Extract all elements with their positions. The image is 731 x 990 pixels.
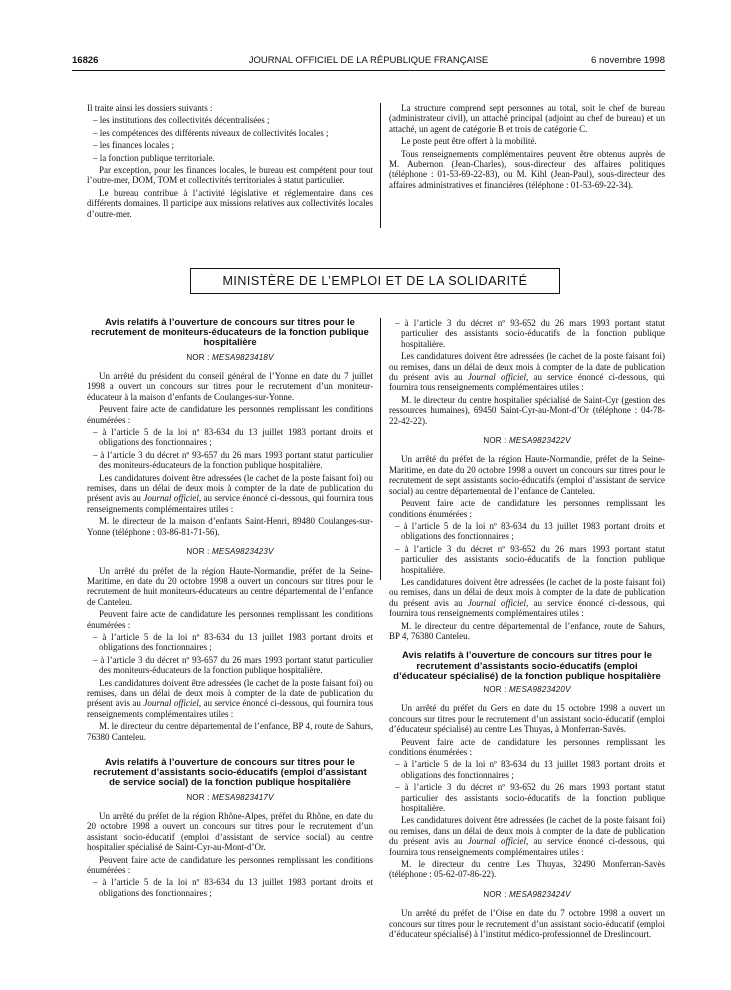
- paragraph: Un arrêté du préfet de la région Haute-Normandie, préfet de la Seine-Maritime, en date du 20 octobre 1998 a ouvert un concours sur titres pour le recrutement de sept assistants socio-éducatifs (emploi d’assistant de service social) au centre départemental de l’enfance de Canteleu.: [389, 454, 665, 496]
- list-item: – à l’article 5 de la loi nº 83-634 du 13 juillet 1983 portant droits et obligations des fonctionnaires ;: [93, 427, 373, 448]
- paragraph: Les candidatures doivent être adressées (le cachet de la poste faisant foi) ou remises, dans un délai de deux mois à compter de la date de publication du présent avis au Journal officiel, au service énoncé ci-dessous, qui fournira tous renseignements complémentaires utiles :: [87, 677, 373, 719]
- paragraph: Le bureau contribue à l’activité législative et réglementaire dans ces différents domaines. Il participe aux missions relatives aux collectivités locales d’outre-mer.: [87, 187, 373, 219]
- column-divider: [380, 318, 381, 580]
- list-item: – à l’article 5 de la loi nº 83-634 du 13 juillet 1983 portant droits et obligations des fonctionnaires ;: [93, 877, 373, 898]
- page-number: 16826: [72, 55, 99, 66]
- journal-title: JOURNAL OFFICIEL DE LA RÉPUBLIQUE FRANÇAISE: [248, 55, 489, 66]
- nor-reference: NOR : MESA9823422V: [483, 436, 571, 446]
- contact-paragraph: M. le directeur de la maison d’enfants Saint-Henri, 89480 Coulanges-sur-Yonne (téléphone : 03-86-81-71-56).: [87, 516, 373, 537]
- paragraph: Les candidatures doivent être adressées (le cachet de la poste faisant foi) ou remises, dans un délai de deux mois à compter de la date de publication du présent avis au Journal officiel, au service énoncé ci-dessous, qui fournira tous renseignements complémentaires utiles :: [87, 472, 373, 514]
- nor-reference: NOR : MESA9823417V: [186, 792, 274, 802]
- right-column: [389, 318, 665, 942]
- section-title: Avis relatifs à l’ouverture de concours sur titres pour le recrutement d’assistants socio-éducatifs (emploi d’assistant de service social) de la fonction publique hospitalière: [93, 757, 367, 789]
- paragraph: Par exception, pour les finances locales, le bureau est compétent pour tout l’outre-mer, DOM, TOM et collectivités territoriales à statut particulier.: [87, 165, 373, 186]
- paragraph: Peuvent faire acte de candidature les personnes remplissant les conditions énumérées :: [389, 736, 665, 758]
- paragraph: Il traite ainsi les dossiers suivants :: [87, 103, 213, 113]
- contact-paragraph: M. le directeur du centre départemental de l’enfance, BP 4, route de Sahurs, 76380 Canteleu.: [87, 721, 373, 742]
- list-item: – à l’article 3 du décret nº 93-657 du 26 mars 1993 portant statut particulier des moniteurs-éducateurs de la fonction publique hospitalière.: [93, 449, 373, 471]
- list-item: – à l’article 3 du décret nº 93-657 du 26 mars 1993 portant statut particulier des moniteurs-éducateurs de la fonction publique hospitalière.: [93, 654, 373, 676]
- top-left-column: [87, 103, 373, 221]
- paragraph: Les candidatures doivent être adressées (le cachet de la poste faisant foi) ou remises, dans un délai de deux mois à compter de la date de publication du présent avis au Journal officiel, au service énoncé ci-dessous, qui fournira tous renseignements complémentaires utiles :: [389, 351, 665, 393]
- list-item: – les finances locales ;: [93, 140, 174, 151]
- paragraph: Tous renseignements complémentaires peuvent être obtenus auprès de M. Aubernon (Jean-Charles), sous-directeur des affaires politiques (téléphone : 01-53-69-22-83), ou M. Kihl (Jean-Paul), sous-directeur des affaires administratives et financières (téléphone : 01-53-69-22-34).: [389, 148, 665, 190]
- list-item: – à l’article 3 du décret nº 93-652 du 26 mars 1993 portant statut particulier des assistants socio-éducatifs de la fonction publique hospitalière.: [395, 543, 665, 575]
- nor-reference: NOR : MESA9823423V: [186, 547, 274, 557]
- paragraph: Un arrêté du préfet de la région Haute-Normandie, préfet de la Seine-Maritime, en date du 20 octobre 1998 a ouvert un concours sur titres pour le recrutement de huit moniteurs-éducateurs au centre départemental de l’enfance de Canteleu.: [87, 565, 373, 607]
- list-item: – les institutions des collectivités décentralisées ;: [93, 115, 270, 126]
- list-item: – à l’article 3 du décret nº 93-652 du 26 mars 1993 portant statut particulier des assistants socio-éducatifs de la fonction publique hospitalière.: [395, 782, 665, 814]
- list-item: – à l’article 5 de la loi nº 83-634 du 13 juillet 1983 portant droits et obligations des fonctionnaires ;: [395, 520, 665, 542]
- paragraph: Peuvent faire acte de candidature les personnes remplissant les conditions énumérées :: [87, 609, 373, 630]
- page-header: [72, 55, 665, 69]
- paragraph: Un arrêté du préfet du Gers en date du 15 octobre 1998 a ouvert un concours sur titres pour le recrutement d’un assistant socio-éducatif (emploi d’éducateur spécialisé) au centre Les Thuyas, à Monferran-Savès.: [389, 703, 665, 735]
- paragraph: Les candidatures doivent être adressées (le cachet de la poste faisant foi) ou remises, dans un délai de deux mois à compter de la date de publication du présent avis au Journal officiel, au service énoncé ci-dessous, qui fournira tous renseignements complémentaires utiles :: [389, 576, 665, 619]
- list-item: – les compétences des différents niveaux de collectivités locales ;: [93, 127, 329, 138]
- contact-paragraph: M. le directeur du centre Les Thuyas, 32490 Monferran-Savès (téléphone : 05-62-07-86-22).: [389, 859, 665, 880]
- ministry-heading: MINISTÈRE DE L’EMPLOI ET DE LA SOLIDARITÉ: [190, 268, 560, 294]
- top-right-column: [389, 103, 665, 192]
- section-title: Avis relatifs à l’ouverture de concours sur titres pour le recrutement d’assistants socio-éducatifs (emploi d’éducateur spécialisé) de la fonction publique hospitalière: [393, 650, 661, 682]
- paragraph: Le poste peut être offert à la mobilité.: [401, 136, 537, 147]
- paragraph: Peuvent faire acte de candidature les personnes remplissant les conditions énumérées :: [87, 404, 373, 425]
- header-rule: [72, 70, 665, 71]
- contact-paragraph: M. le directeur du centre hospitalier spécialisé de Saint-Cyr (gestion des ressources humaines), 69450 Saint-Cyr-au-Mont-d’Or (téléphone : 04-78-22-42-22).: [389, 394, 665, 426]
- paragraph: Les candidatures doivent être adressées (le cachet de la poste faisant foi) ou remises, dans un délai de deux mois à compter de la date de publication du présent avis au Journal officiel, au service énoncé ci-dessous, qui fournira tous renseignements complémentaires utiles :: [389, 815, 665, 857]
- column-divider: [380, 103, 381, 228]
- paragraph: Un arrêté du préfet de la région Rhône-Alpes, préfet du Rhône, en date du 20 octobre 1998 a ouvert un concours sur titres pour le recrutement d’un assistant socio-éducatif (emploi d’assistant de service social) au centre hospitalier spécialisé de Saint-Cyr-au-Mont-d’Or.: [87, 811, 373, 853]
- nor-reference: NOR : MESA9823424V: [483, 889, 571, 899]
- nor-reference: NOR : MESA9823420V: [483, 684, 571, 694]
- section-title: Avis relatifs à l’ouverture de concours sur titres pour le recrutement de moniteurs-éducateurs de la fonction publique hospitalière: [91, 317, 369, 349]
- contact-paragraph: M. le directeur du centre départemental de l’enfance, route de Sahurs, BP 4, 76380 Canteleu.: [389, 620, 665, 641]
- paragraph: Un arrêté du président du conseil général de l’Yonne en date du 7 juillet 1998 a ouvert un concours sur titres pour le recrutement d’un moniteur-éducateur à la maison d’enfants de Coulanges-sur-Yonne.: [87, 371, 373, 402]
- list-item: – à l’article 3 du décret nº 93-652 du 26 mars 1993 portant statut particulier des assistants socio-éducatifs de la fonction publique hospitalière.: [395, 318, 665, 349]
- paragraph: La structure comprend sept personnes au total, soit le chef de bureau (administrateur civil), un attaché principal (adjoint au chef de bureau) et un attaché, un agent de catégorie B et trois de catégorie C.: [389, 103, 665, 134]
- list-item: – à l’article 5 de la loi nº 83-634 du 13 juillet 1983 portant droits et obligations des fonctionnaires ;: [93, 631, 373, 653]
- left-column: [87, 318, 373, 898]
- list-item: – à l’article 5 de la loi nº 83-634 du 13 juillet 1983 portant droits et obligations des fonctionnaires ;: [395, 759, 665, 780]
- issue-date: 6 novembre 1998: [591, 55, 665, 66]
- paragraph: Peuvent faire acte de candidature les personnes remplissant les conditions énumérées :: [87, 854, 373, 876]
- paragraph: Un arrêté du préfet de l’Oise en date du 7 octobre 1998 a ouvert un concours sur titres pour le recrutement d’un assistant socio-éducatif (emploi d’éducateur spécialisé) à l’institut médico-professionnel de Dreslincourt.: [389, 908, 665, 940]
- nor-reference: NOR : MESA9823418V: [186, 352, 274, 362]
- paragraph: Peuvent faire acte de candidature les personnes remplissant les conditions énumérées :: [389, 498, 665, 519]
- list-item: – la fonction publique territoriale.: [93, 152, 215, 163]
